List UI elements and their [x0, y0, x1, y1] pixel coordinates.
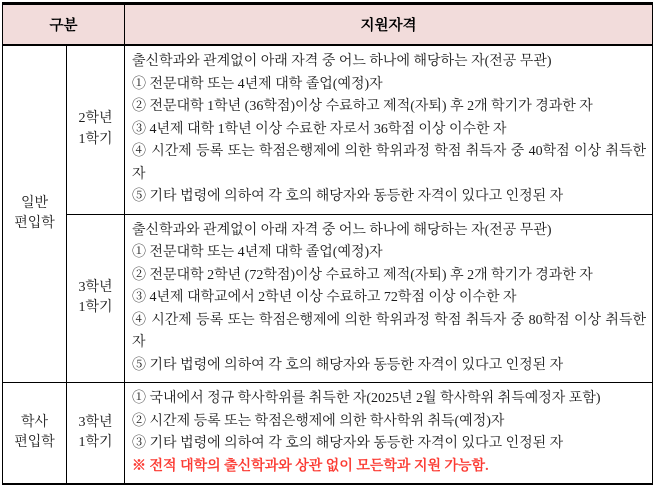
category-cell-bachelor: [3, 383, 67, 485]
qualification-item-3: ③ 4년제 대학 1학년 이상 수료한 자로서 36학점 이상 이수한 자: [132, 121, 507, 137]
grade-label-line: 1학기: [78, 131, 113, 147]
qualification-intro: 출신학과와 관계없이 아래 자격 중 어느 하나에 해당하는 자(전공 무관): [132, 222, 552, 238]
row-general-year2: [3, 45, 653, 214]
category-label-line: 일반: [20, 195, 49, 211]
grade-cell-year3-sem1-general: [67, 214, 125, 383]
table-header-row: [3, 4, 653, 46]
qualification-item-4: ④ 시간제 등록 또는 학점은행제에 의한 학위과정 학점 취득자 중 80학점 이상 취득한 자: [132, 312, 647, 350]
qualification-item-2: ② 시간제 등록 또는 학점은행제에 의한 학사학위 취득(예정)자: [132, 413, 505, 429]
qualification-item-1: ① 국내에서 정규 학사학위를 취득한 자(2025년 2월 학사학위 취득예정자 포함): [132, 391, 601, 406]
category-cell-general: [3, 45, 67, 383]
qualification-item-5: ⑤ 기타 법령에 의하여 각 호의 해당자와 동등한 자격이 있다고 인정된 자: [132, 357, 564, 373]
category-label-line: 편입학: [14, 216, 55, 231]
qualification-cell-general-year3: [125, 214, 653, 383]
grade-label-line: 1학기: [78, 435, 113, 450]
grade-label-line: 2학년: [78, 111, 113, 127]
qualification-item-3: ③ 4년제 대학교에서 2학년 이상 수료하고 72학점 이상 이수한 자: [132, 290, 517, 305]
header-cell-category: 구분: [3, 4, 125, 46]
category-label-line: 편입학: [14, 435, 55, 450]
qualification-item-1: ① 전문대학 또는 4년제 대학 졸업(예정)자: [132, 245, 383, 260]
qualification-item-1: ① 전문대학 또는 4년제 대학 졸업(예정)자: [132, 76, 383, 92]
grade-cell-year2-sem1: [67, 45, 125, 214]
qualification-item-5: ⑤ 기타 법령에 의하여 각 호의 해당자와 동등한 자격이 있다고 인정된 자: [132, 189, 564, 204]
qualification-item-2: ② 전문대학 2학년 (72학점)이상 수료하고 제적(자퇴) 후 2개 학기가 경과한 자: [132, 267, 593, 283]
row-bachelor: [3, 383, 653, 485]
grade-label-line: 1학기: [78, 300, 113, 316]
grade-cell-year3-sem1-bachelor: [67, 383, 125, 485]
qualification-cell-general-year2: [125, 45, 653, 214]
grade-label-line: 3학년: [78, 279, 113, 295]
qualification-note-red: ※ 전적 대학의 출신학과와 상관 없이 모든학과 지원 가능함.: [132, 458, 489, 474]
qualification-item-3: ③ 기타 법령에 의하여 각 호의 해당자와 동등한 자격이 있다고 인정된 자: [132, 436, 564, 451]
qualification-item-4: ④ 시간제 등록 또는 학점은행제에 의한 학위과정 학점 취득자 중 40학점 이상 취득한 자: [132, 144, 647, 182]
admission-qualification-table: [2, 2, 653, 485]
row-general-year3: [3, 214, 653, 383]
header-cell-qualification: 지원자격: [125, 4, 653, 46]
qualification-intro: 출신학과와 관계없이 아래 자격 중 어느 하나에 해당하는 자(전공 무관): [132, 54, 552, 69]
qualification-item-2: ② 전문대학 1학년 (36학점)이상 수료하고 제적(자퇴) 후 2개 학기가 경과한 자: [132, 99, 593, 114]
qualification-cell-bachelor: [125, 383, 653, 485]
grade-label-line: 3학년: [78, 414, 113, 430]
category-label-line: 학사: [20, 414, 49, 430]
